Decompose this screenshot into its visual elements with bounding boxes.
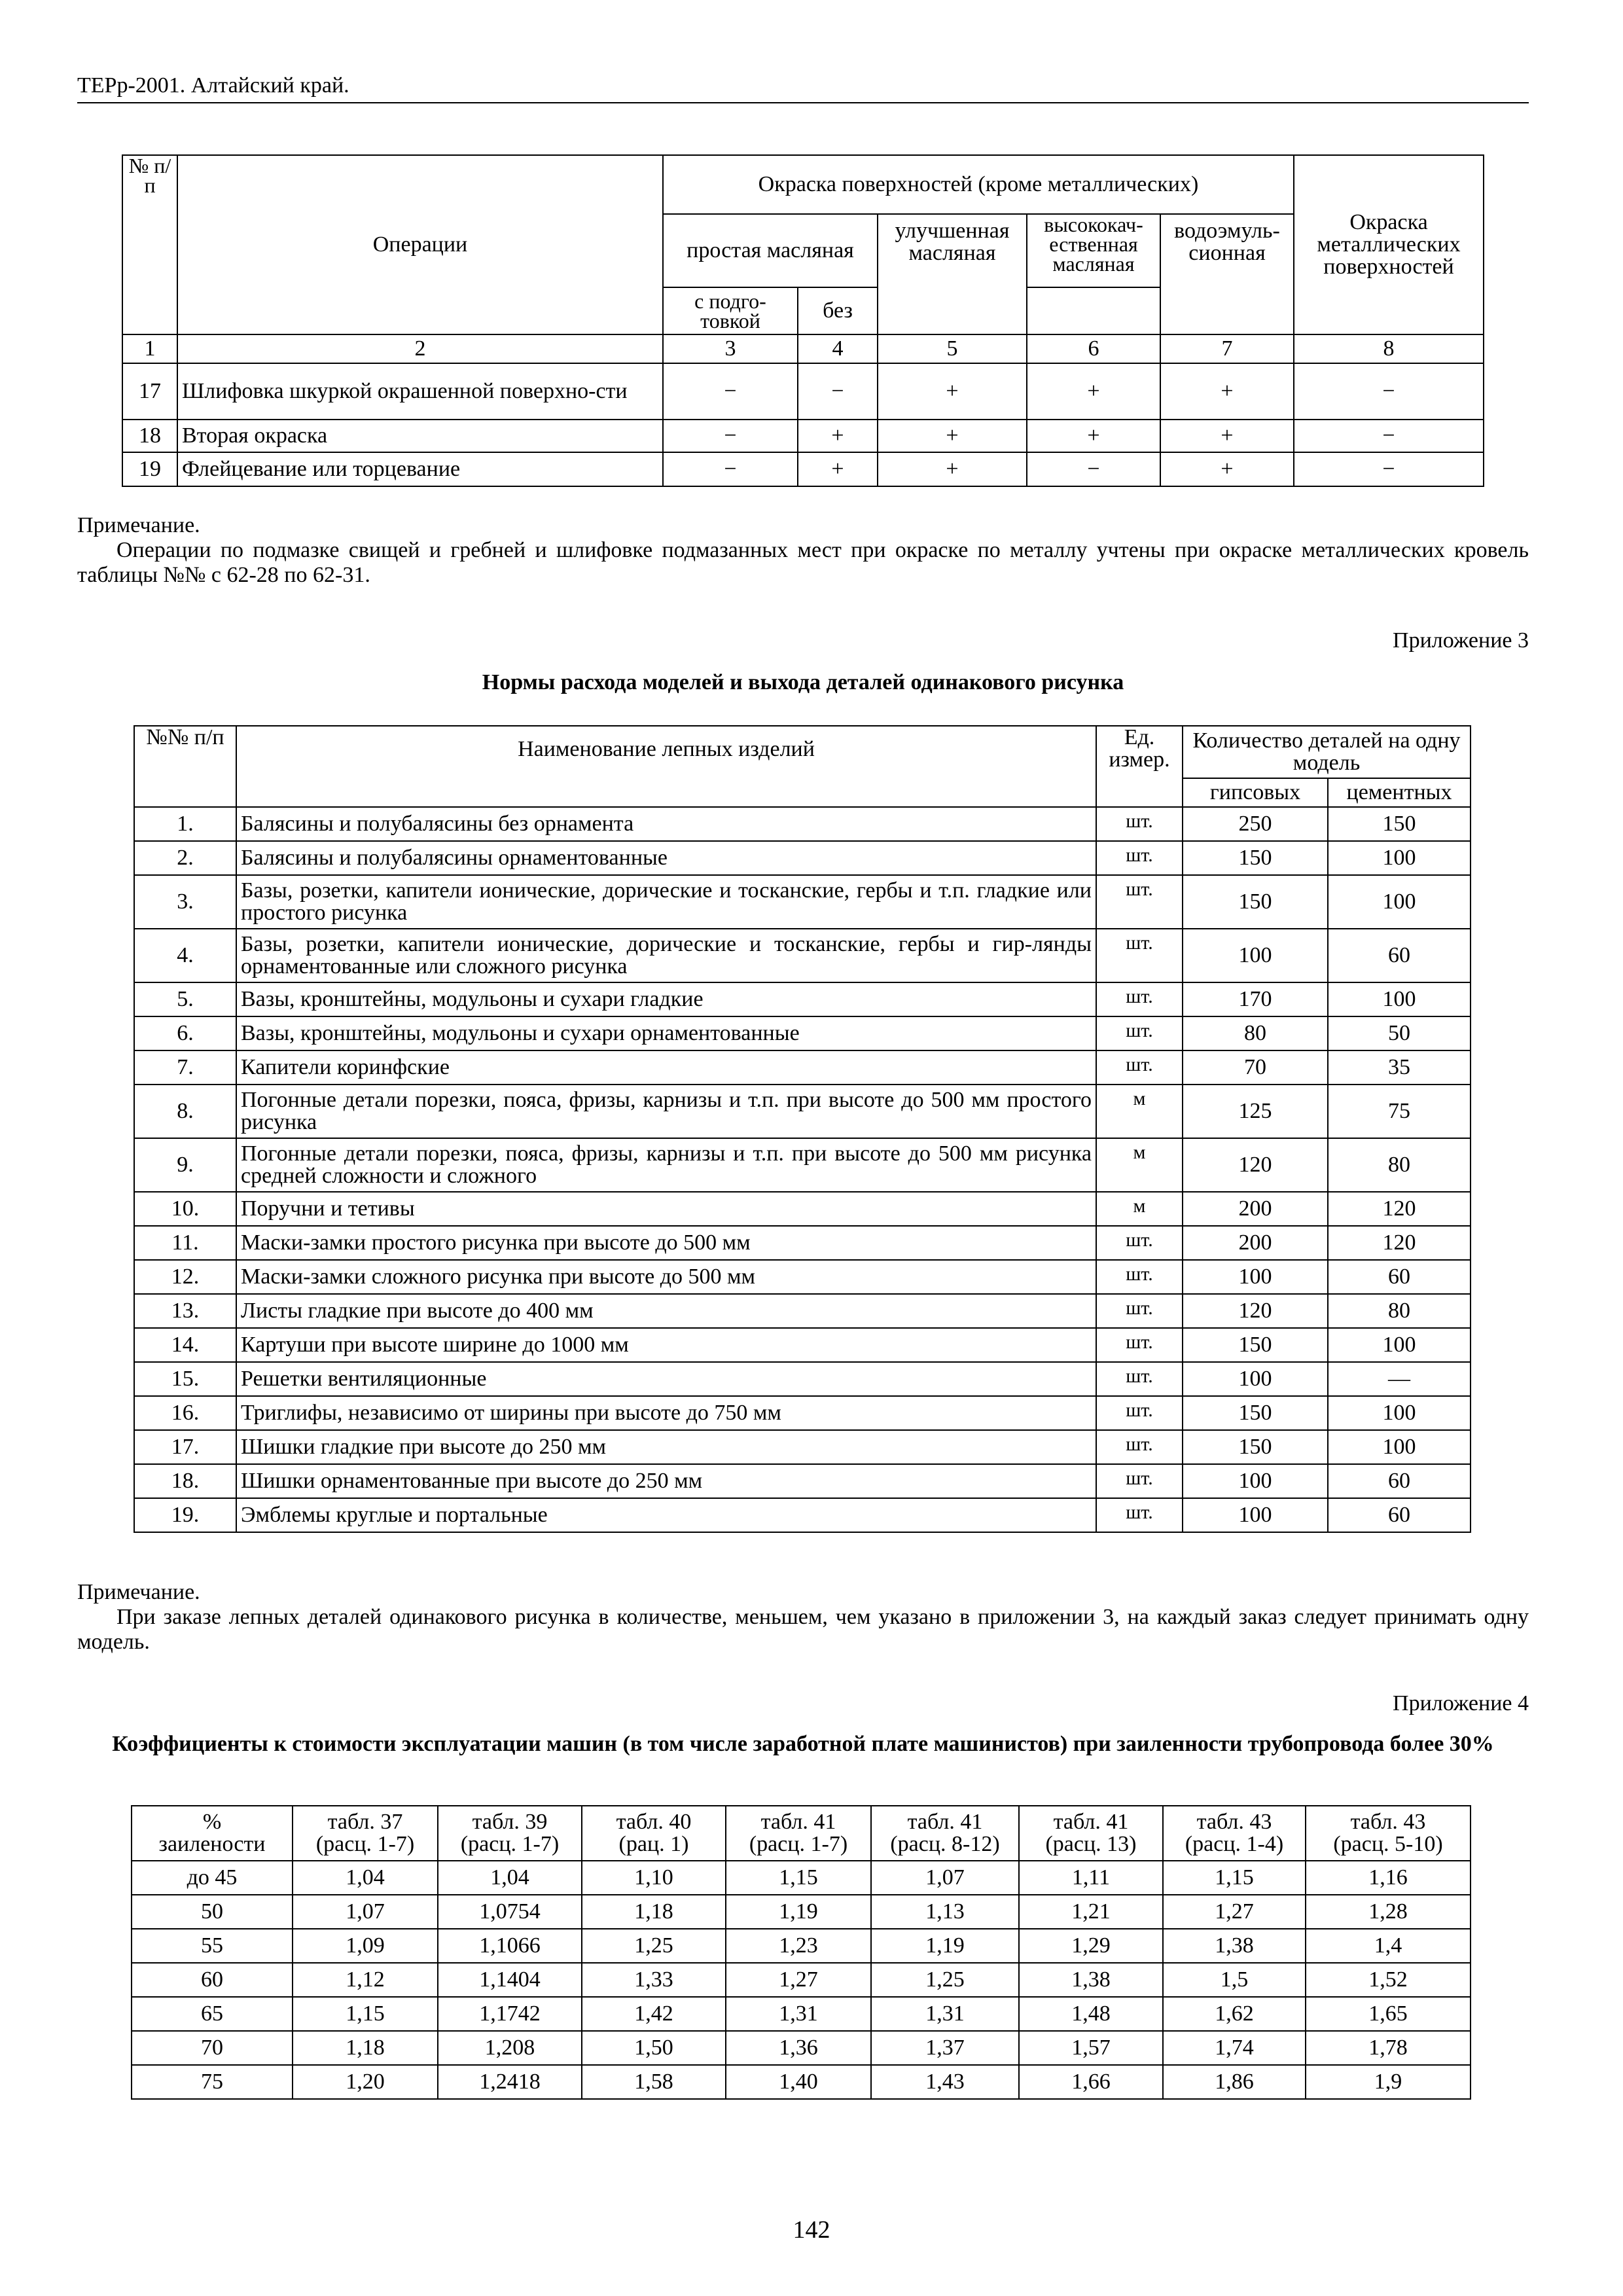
column-number: 3: [663, 334, 798, 363]
column-number: 4: [798, 334, 878, 363]
header-improved-oil: улучшенная масляная: [878, 214, 1027, 334]
row-coefficient: 1,74: [1163, 2031, 1306, 2065]
row-gypsum: 100: [1183, 1498, 1328, 1532]
row-cement: 80: [1328, 1294, 1471, 1328]
header-line: табл. 41: [760, 1810, 836, 1834]
row-coefficient: 1,13: [871, 1895, 1019, 1929]
row-cement: 50: [1328, 1016, 1471, 1050]
row-silt-percent: 75: [132, 2065, 293, 2099]
row-coefficient: 1,16: [1306, 1861, 1471, 1895]
table-row: [132, 2065, 1471, 2099]
row-gypsum: 250: [1183, 807, 1328, 841]
table-row: [132, 2031, 1471, 2065]
table-row: [134, 1464, 1471, 1498]
row-coefficient: 1,25: [871, 1963, 1019, 1997]
row-cement: 35: [1328, 1050, 1471, 1085]
row-coefficient: 1,57: [1019, 2031, 1163, 2065]
row-coefficient: 1,52: [1306, 1963, 1471, 1997]
row-coefficient: 1,1066: [438, 1929, 582, 1963]
row-gypsum: 150: [1183, 841, 1328, 875]
header-line: (расц. 8-12): [890, 1832, 1000, 1856]
row-coefficient: 1,25: [582, 1929, 726, 1963]
row-name: Шишки орнаментованные при высоте до 250 мм: [236, 1464, 1096, 1498]
header-with-prep: с подго-товкой: [663, 287, 798, 334]
row-value: +: [1160, 363, 1294, 420]
row-cement: 100: [1328, 1430, 1471, 1464]
row-value: +: [1160, 420, 1294, 452]
row-coefficient: 1,65: [1306, 1997, 1471, 2031]
row-num: 6.: [134, 1016, 236, 1050]
note-text: При заказе лепных деталей одинакового рисунка в количестве, меньшем, чем указано в приложении 3, на каждый заказ следует принимать одну модель.: [77, 1605, 1529, 1654]
note-text: Операции по подмазке свищей и гребней и шлифовке подмазанных мест при окраске по металлу учтены при окраске металлических кровель таблицы №№ с 62-28 по 62-31.: [77, 538, 1529, 587]
row-name: Капители коринфские: [236, 1050, 1096, 1085]
table-row: [134, 807, 1471, 841]
row-value: +: [878, 420, 1027, 452]
row-gypsum: 200: [1183, 1192, 1328, 1226]
table-row: [132, 1929, 1471, 1963]
column-number: 7: [1160, 334, 1294, 363]
row-unit: шт.: [1096, 1430, 1183, 1464]
row-coefficient: 1,78: [1306, 2031, 1471, 2065]
row-gypsum: 150: [1183, 1430, 1328, 1464]
row-coefficient: 1,40: [726, 2065, 871, 2099]
table-row: [134, 1016, 1471, 1050]
header-line: табл. 40: [616, 1810, 692, 1834]
row-operation: Флейцевание или торцевание: [177, 452, 663, 486]
header-num: №№ п/п: [134, 726, 236, 807]
column-number: 6: [1027, 334, 1160, 363]
row-num: 19: [122, 452, 177, 486]
row-unit: шт.: [1096, 1226, 1183, 1260]
header-simple-oil: простая масляная: [663, 214, 878, 287]
row-num: 12.: [134, 1260, 236, 1294]
row-coefficient: 1,48: [1019, 1997, 1163, 2031]
row-cement: 100: [1328, 982, 1471, 1016]
row-unit: шт.: [1096, 1294, 1183, 1328]
row-coefficient: 1,1742: [438, 1997, 582, 2031]
row-num: 8.: [134, 1085, 236, 1138]
header-line: табл. 43: [1350, 1810, 1426, 1834]
header-line: табл. 41: [1053, 1810, 1129, 1834]
row-cement: 100: [1328, 841, 1471, 875]
row-name: Погонные детали порезки, пояса, фризы, карнизы и т.п. при высоте до 500 мм рисунка средней сложности и сложного: [236, 1138, 1096, 1192]
row-num: 4.: [134, 929, 236, 982]
row-coefficient: 1,15: [293, 1997, 438, 2031]
row-value: −: [663, 363, 798, 420]
row-num: 11.: [134, 1226, 236, 1260]
row-name: Балясины и полубалясины орнаментованные: [236, 841, 1096, 875]
table-row: [134, 1226, 1471, 1260]
row-num: 18.: [134, 1464, 236, 1498]
row-num: 17: [122, 363, 177, 420]
table-row: [134, 1498, 1471, 1532]
appendix-title: Нормы расхода моделей и выхода деталей одинакового рисунка: [482, 670, 1124, 694]
row-gypsum: 125: [1183, 1085, 1328, 1138]
row-unit: шт.: [1096, 1498, 1183, 1532]
header-cell: [438, 1806, 582, 1861]
table-row: [122, 420, 1484, 452]
row-gypsum: 100: [1183, 929, 1328, 982]
row-unit: шт.: [1096, 1328, 1183, 1362]
table-row: [134, 1362, 1471, 1396]
row-name: Балясины и полубалясины без орнамента: [236, 807, 1096, 841]
row-unit: шт.: [1096, 807, 1183, 841]
row-unit: шт.: [1096, 841, 1183, 875]
row-num: 9.: [134, 1138, 236, 1192]
table-row: [132, 1963, 1471, 1997]
row-coefficient: 1,58: [582, 2065, 726, 2099]
row-name: Маски-замки простого рисунка при высоте до 500 мм: [236, 1226, 1096, 1260]
row-coefficient: 1,23: [726, 1929, 871, 1963]
header-num: № п/п: [122, 155, 177, 334]
row-gypsum: 150: [1183, 1396, 1328, 1430]
table-row: [134, 1430, 1471, 1464]
header-cell: [726, 1806, 871, 1861]
row-unit: шт.: [1096, 1260, 1183, 1294]
row-gypsum: 70: [1183, 1050, 1328, 1085]
table-row: [134, 1050, 1471, 1085]
row-unit: шт.: [1096, 1050, 1183, 1085]
header-line: табл. 43: [1196, 1810, 1272, 1834]
row-unit: м: [1096, 1138, 1183, 1192]
note-label: Примечание.: [77, 1580, 200, 1604]
table-row: [134, 929, 1471, 982]
row-cement: —: [1328, 1362, 1471, 1396]
row-coefficient: 1,2418: [438, 2065, 582, 2099]
row-num: 10.: [134, 1192, 236, 1226]
header-line: (расц. 1-4): [1185, 1832, 1284, 1856]
row-name: Вазы, кронштейны, модульоны и сухари гладкие: [236, 982, 1096, 1016]
row-unit: шт.: [1096, 1464, 1183, 1498]
row-coefficient: 1,04: [438, 1861, 582, 1895]
row-value: −: [1294, 420, 1484, 452]
row-coefficient: 1,66: [1019, 2065, 1163, 2099]
row-num: 7.: [134, 1050, 236, 1085]
row-unit: шт.: [1096, 982, 1183, 1016]
row-coefficient: 1,1404: [438, 1963, 582, 1997]
running-header: ТЕРр-2001. Алтайский край.: [77, 73, 1529, 103]
row-value: +: [1160, 452, 1294, 486]
header-high-quality-oil: высококач-ественная масляная: [1027, 214, 1160, 287]
row-value: +: [878, 452, 1027, 486]
header-cell: [871, 1806, 1019, 1861]
table-row: [122, 363, 1484, 420]
row-gypsum: 80: [1183, 1016, 1328, 1050]
header-row: [132, 1806, 1471, 1861]
row-cement: 60: [1328, 1260, 1471, 1294]
table-row: [134, 1085, 1471, 1138]
row-num: 13.: [134, 1294, 236, 1328]
row-value: −: [663, 420, 798, 452]
header-cell: [293, 1806, 438, 1861]
row-value: +: [878, 363, 1027, 420]
row-unit: шт.: [1096, 1362, 1183, 1396]
row-name: Триглифы, независимо от ширины при высоте до 750 мм: [236, 1396, 1096, 1430]
row-unit: шт.: [1096, 1016, 1183, 1050]
row-num: 19.: [134, 1498, 236, 1532]
header-line: (рац. 1): [618, 1832, 689, 1856]
column-numbers-row: [122, 334, 1484, 363]
row-num: 1.: [134, 807, 236, 841]
row-value: +: [798, 420, 878, 452]
table-row: [134, 1260, 1471, 1294]
row-coefficient: 1,09: [293, 1929, 438, 1963]
appendix-label: Приложение 3: [1393, 628, 1529, 653]
column-number: 8: [1294, 334, 1484, 363]
page-number: 142: [793, 2216, 830, 2244]
row-value: −: [663, 452, 798, 486]
molding-norms-table: [134, 725, 1471, 1533]
header-line: (расц. 1-7): [749, 1832, 848, 1856]
row-operation: Вторая окраска: [177, 420, 663, 452]
row-coefficient: 1,5: [1163, 1963, 1306, 1997]
header-line: (расц. 1-7): [315, 1832, 415, 1856]
row-cement: 150: [1328, 807, 1471, 841]
note-label: Примечание.: [77, 513, 200, 537]
row-cement: 100: [1328, 875, 1471, 929]
painting-operations-table: [122, 154, 1484, 487]
row-coefficient: 1,37: [871, 2031, 1019, 2065]
header-cell: [1019, 1806, 1163, 1861]
row-cement: 60: [1328, 929, 1471, 982]
row-value: +: [1027, 363, 1160, 420]
header-line: табл. 37: [327, 1810, 403, 1834]
row-coefficient: 1,31: [726, 1997, 871, 2031]
table-row: [134, 841, 1471, 875]
header-without: без: [798, 287, 878, 334]
row-name: Листы гладкие при высоте до 400 мм: [236, 1294, 1096, 1328]
row-unit: м: [1096, 1085, 1183, 1138]
row-coefficient: 1,19: [726, 1895, 871, 1929]
row-gypsum: 150: [1183, 1328, 1328, 1362]
row-operation: Шлифовка шкуркой окрашенной поверхно-сти: [177, 363, 663, 420]
row-unit: шт.: [1096, 875, 1183, 929]
row-name: Базы, розетки, капители ионические, дорические и тосканские, гербы и т.п. гладкие или простого рисунка: [236, 875, 1096, 929]
row-coefficient: 1,31: [871, 1997, 1019, 2031]
row-gypsum: 100: [1183, 1260, 1328, 1294]
header-qty: Количество деталей на одну модель: [1183, 726, 1471, 778]
table-row: [134, 982, 1471, 1016]
row-coefficient: 1,07: [871, 1861, 1019, 1895]
row-coefficient: 1,4: [1306, 1929, 1471, 1963]
row-silt-percent: до 45: [132, 1861, 293, 1895]
header-cell: [1306, 1806, 1471, 1861]
row-coefficient: 1,38: [1163, 1929, 1306, 1963]
header-operations: Операции: [177, 155, 663, 334]
row-cement: 60: [1328, 1498, 1471, 1532]
row-num: 18: [122, 420, 177, 452]
row-gypsum: 100: [1183, 1464, 1328, 1498]
row-num: 14.: [134, 1328, 236, 1362]
row-coefficient: 1,208: [438, 2031, 582, 2065]
row-name: Базы, розетки, капители ионические, дорические и тосканские, гербы и гир-лянды орнаментованные или сложного рисунка: [236, 929, 1096, 982]
header-name: Наименование лепных изделий: [236, 726, 1096, 807]
header-line: (расц. 1-7): [460, 1832, 560, 1856]
column-number: 2: [177, 334, 663, 363]
row-coefficient: 1,28: [1306, 1895, 1471, 1929]
row-coefficient: 1,27: [1163, 1895, 1306, 1929]
header-line: (расц. 13): [1045, 1832, 1137, 1856]
row-name: Маски-замки сложного рисунка при высоте до 500 мм: [236, 1260, 1096, 1294]
row-value: −: [1027, 452, 1160, 486]
row-cement: 120: [1328, 1192, 1471, 1226]
header-empty: [1027, 287, 1160, 334]
header-line: заилености: [158, 1832, 266, 1856]
row-value: +: [1027, 420, 1160, 452]
row-coefficient: 1,19: [871, 1929, 1019, 1963]
row-coefficient: 1,86: [1163, 2065, 1306, 2099]
coefficients-table: [131, 1805, 1471, 2100]
table-row: [134, 1328, 1471, 1362]
row-coefficient: 1,11: [1019, 1861, 1163, 1895]
row-name: Вазы, кронштейны, модульоны и сухари орнаментованные: [236, 1016, 1096, 1050]
header-metal: Окраска металлических поверхностей: [1294, 155, 1484, 334]
row-cement: 80: [1328, 1138, 1471, 1192]
header-water-emulsion: водоэмуль-сионная: [1160, 214, 1294, 334]
row-coefficient: 1,21: [1019, 1895, 1163, 1929]
row-name: Шишки гладкие при высоте до 250 мм: [236, 1430, 1096, 1464]
row-cement: 75: [1328, 1085, 1471, 1138]
header-line: табл. 39: [472, 1810, 548, 1834]
row-gypsum: 120: [1183, 1294, 1328, 1328]
header-unit: Ед. измер.: [1096, 726, 1183, 807]
table-row: [134, 1396, 1471, 1430]
table-row: [134, 1192, 1471, 1226]
row-coefficient: 1,29: [1019, 1929, 1163, 1963]
row-name: Картуши при высоте ширине до 1000 мм: [236, 1328, 1096, 1362]
row-coefficient: 1,12: [293, 1963, 438, 1997]
row-cement: 120: [1328, 1226, 1471, 1260]
row-num: 17.: [134, 1430, 236, 1464]
row-num: 3.: [134, 875, 236, 929]
row-coefficient: 1,10: [582, 1861, 726, 1895]
row-coefficient: 1,9: [1306, 2065, 1471, 2099]
row-cement: 100: [1328, 1396, 1471, 1430]
appendix-label: Приложение 4: [1393, 1691, 1529, 1715]
row-num: 2.: [134, 841, 236, 875]
header-line: %: [202, 1810, 222, 1834]
row-unit: шт.: [1096, 929, 1183, 982]
row-unit: шт.: [1096, 1396, 1183, 1430]
table-row: [132, 1895, 1471, 1929]
row-coefficient: 1,38: [1019, 1963, 1163, 1997]
row-gypsum: 100: [1183, 1362, 1328, 1396]
table-row: [134, 1138, 1471, 1192]
table-row: [134, 1294, 1471, 1328]
row-silt-percent: 50: [132, 1895, 293, 1929]
row-value: +: [798, 452, 878, 486]
row-coefficient: 1,18: [582, 1895, 726, 1929]
row-coefficient: 1,27: [726, 1963, 871, 1997]
header-line: табл. 41: [907, 1810, 983, 1834]
row-coefficient: 1,62: [1163, 1997, 1306, 2031]
header-painting-nonmetal: Окраска поверхностей (кроме металлических): [663, 155, 1294, 214]
column-number: 1: [122, 334, 177, 363]
row-coefficient: 1,20: [293, 2065, 438, 2099]
row-name: Решетки вентиляционные: [236, 1362, 1096, 1396]
appendix-title: Коэффициенты к стоимости эксплуатации машин (в том числе заработной плате машинистов) при заиленности трубопровода более 30%: [112, 1732, 1494, 1756]
row-value: −: [798, 363, 878, 420]
row-unit: м: [1096, 1192, 1183, 1226]
row-silt-percent: 70: [132, 2031, 293, 2065]
column-number: 5: [878, 334, 1027, 363]
header-cell: [1163, 1806, 1306, 1861]
row-coefficient: 1,43: [871, 2065, 1019, 2099]
row-num: 15.: [134, 1362, 236, 1396]
row-gypsum: 120: [1183, 1138, 1328, 1192]
row-cement: 60: [1328, 1464, 1471, 1498]
row-coefficient: 1,04: [293, 1861, 438, 1895]
row-coefficient: 1,42: [582, 1997, 726, 2031]
row-gypsum: 200: [1183, 1226, 1328, 1260]
row-num: 5.: [134, 982, 236, 1016]
row-coefficient: 1,50: [582, 2031, 726, 2065]
row-coefficient: 1,18: [293, 2031, 438, 2065]
row-cement: 100: [1328, 1328, 1471, 1362]
row-name: Эмблемы круглые и портальные: [236, 1498, 1096, 1532]
row-name: Погонные детали порезки, пояса, фризы, карнизы и т.п. при высоте до 500 мм простого рисунка: [236, 1085, 1096, 1138]
row-value: −: [1294, 363, 1484, 420]
header-cell: [132, 1806, 293, 1861]
table-row: [134, 875, 1471, 929]
table-row: [122, 452, 1484, 486]
row-coefficient: 1,15: [726, 1861, 871, 1895]
header-cell: [582, 1806, 726, 1861]
row-silt-percent: 60: [132, 1963, 293, 1997]
row-coefficient: 1,0754: [438, 1895, 582, 1929]
header-gypsum: гипсовых: [1183, 778, 1328, 807]
row-gypsum: 150: [1183, 875, 1328, 929]
table-row: [132, 1861, 1471, 1895]
row-coefficient: 1,36: [726, 2031, 871, 2065]
table-row: [132, 1997, 1471, 2031]
row-silt-percent: 65: [132, 1997, 293, 2031]
row-name: Поручни и тетивы: [236, 1192, 1096, 1226]
row-gypsum: 170: [1183, 982, 1328, 1016]
header-cement: цементных: [1328, 778, 1471, 807]
row-num: 16.: [134, 1396, 236, 1430]
row-coefficient: 1,15: [1163, 1861, 1306, 1895]
row-coefficient: 1,07: [293, 1895, 438, 1929]
row-silt-percent: 55: [132, 1929, 293, 1963]
row-coefficient: 1,33: [582, 1963, 726, 1997]
header-line: (расц. 5-10): [1333, 1832, 1443, 1856]
row-value: −: [1294, 452, 1484, 486]
